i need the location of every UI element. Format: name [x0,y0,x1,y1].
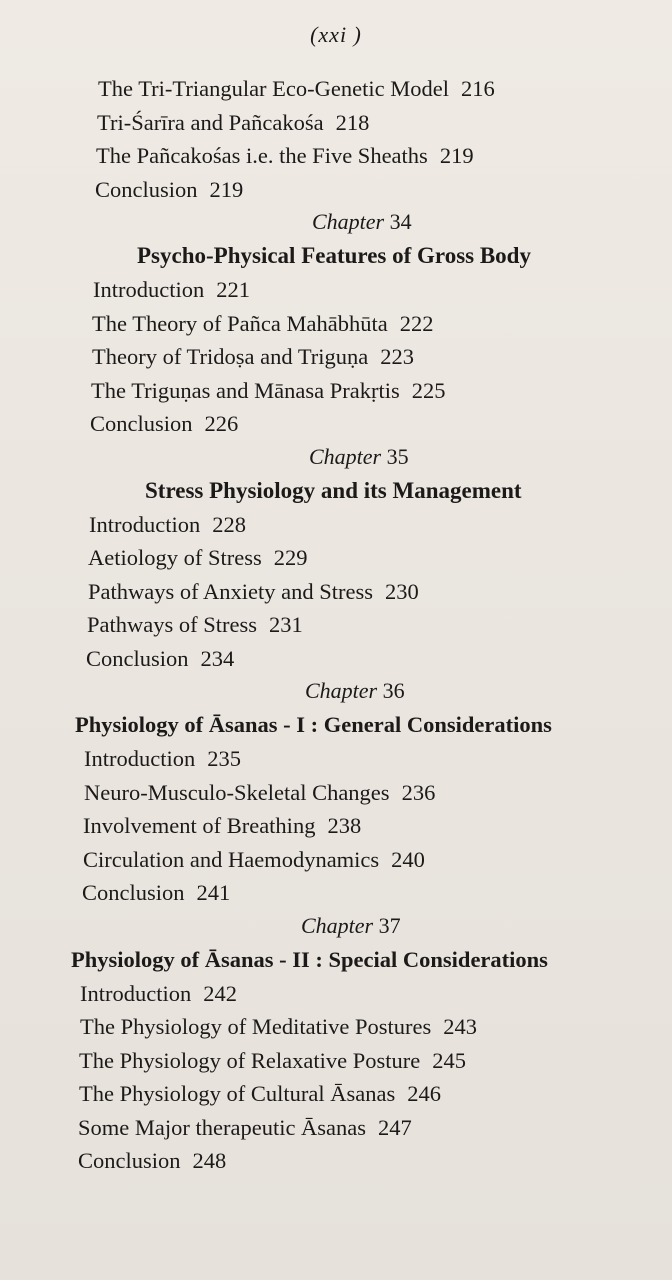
toc-entry [96,139,672,173]
toc-entry [0,776,672,810]
entry-page: 243 [443,1014,477,1039]
toc-entry [0,809,672,843]
toc-entry [0,876,672,910]
entry-title: Conclusion [95,176,198,202]
entry-page: 231 [269,612,303,637]
toc-entry [95,173,672,207]
chapter-36 [0,675,672,910]
entry-page: 235 [207,746,241,771]
toc-entry [0,843,672,877]
entry-title: The Pañcakośas i.e. the Five Sheaths [96,143,428,168]
entry-page: 234 [200,645,235,671]
entry-page: 247 [378,1114,412,1140]
entry-page: 222 [399,310,434,336]
chapter-label [0,910,672,942]
chapter-label [0,206,672,238]
page-header: (xxi ) [310,22,362,47]
chapter-number: 34 [389,209,412,234]
toc-entry [0,642,672,676]
chapter-title: Stress Physiology and its Management [145,477,522,503]
toc-entry [0,541,672,575]
entry-title: The Physiology of Meditative Postures [80,1014,432,1039]
toc-entry [97,106,672,140]
entry-page: 219 [439,143,474,168]
chapter-34 [0,206,672,441]
entry-title: The Tri-Triangular Eco-Genetic Model [98,76,449,101]
chapter-title: Physiology of Āsanas - I : General Considerations [75,712,552,737]
entry-title: Conclusion [90,411,193,436]
chapter-label-word: Chapter [312,209,385,234]
chapter-number: 35 [386,443,409,469]
chapter-title: Psycho-Physical Features of Gross Body [137,243,531,268]
toc-entry [0,340,672,374]
entry-page: 223 [380,344,415,369]
entry-page: 230 [384,578,419,604]
entry-title: The Triguṇas and Mānasa Prakṛtis [91,377,400,403]
entry-title: Tri-Śarīra and Pañcakośa [97,109,324,135]
entry-title: Conclusion [86,645,189,671]
entry-page: 241 [196,880,231,905]
toc-entry [0,273,672,307]
entry-page: 245 [432,1047,466,1073]
entry-title: The Physiology of Cultural Āsanas [79,1081,396,1106]
entry-title: Some Major therapeutic Āsanas [78,1114,367,1140]
entry-page: 248 [192,1148,227,1173]
entry-title: Introduction [89,511,201,537]
lead-entries [0,72,672,206]
entry-title: Pathways of Stress [87,612,257,637]
chapter-number: 37 [378,912,401,938]
entry-page: 238 [327,813,362,838]
chapter-37 [0,910,672,1178]
toc-entry [0,374,672,408]
entry-page: 225 [411,377,446,403]
entry-title: Involvement of Breathing [83,813,316,838]
entry-title: The Physiology of Relaxative Posture [79,1047,421,1073]
chapter-label [0,675,672,707]
toc-entry [0,307,672,341]
toc-entry [0,508,672,542]
toc-entry [0,742,672,776]
entry-page: 219 [209,176,244,202]
toc-entry [0,608,672,642]
entry-page: 221 [216,277,250,302]
chapter-label [0,441,672,473]
entry-title: Conclusion [82,880,185,905]
entry-title: Introduction [80,980,192,1006]
entry-title: Introduction [93,277,205,302]
entry-title: Conclusion [78,1148,181,1173]
toc-entry [0,1144,672,1178]
toc-entry [0,1077,672,1111]
entry-title: Neuro-Musculo-Skeletal Changes [84,779,390,805]
chapter-35 [0,441,672,676]
chapter-label-word: Chapter [309,443,382,469]
table-of-contents [0,72,672,1178]
entry-page: 218 [335,109,370,135]
chapter-label-word: Chapter [301,912,374,938]
toc-entry [0,407,672,441]
chapter-number: 36 [382,678,405,703]
entry-title: Theory of Tridoṣa and Triguṇa [92,344,369,369]
entry-page: 246 [407,1081,441,1106]
entry-page: 216 [460,76,495,101]
entry-page: 242 [203,980,237,1006]
toc-entry [0,1010,672,1044]
entry-page: 229 [273,545,308,570]
toc-entry [0,1111,672,1145]
entry-page: 236 [401,779,436,805]
chapter-title: Physiology of Āsanas - II : Special Considerations [71,946,548,972]
entry-title: Introduction [84,746,196,771]
toc-entry [0,977,672,1011]
entry-title: Aetiology of Stress [88,545,262,570]
entry-page: 228 [212,511,246,537]
toc-entry [0,575,672,609]
entry-title: Pathways of Anxiety and Stress [88,578,373,604]
entry-page: 240 [391,846,425,872]
entry-title: Circulation and Haemodynamics [83,846,380,872]
toc-entry [0,1044,672,1078]
toc-entry [98,72,672,106]
chapter-label-word: Chapter [305,678,378,703]
entry-page: 226 [204,411,239,436]
entry-title: The Theory of Pañca Mahābhūta [92,310,388,336]
